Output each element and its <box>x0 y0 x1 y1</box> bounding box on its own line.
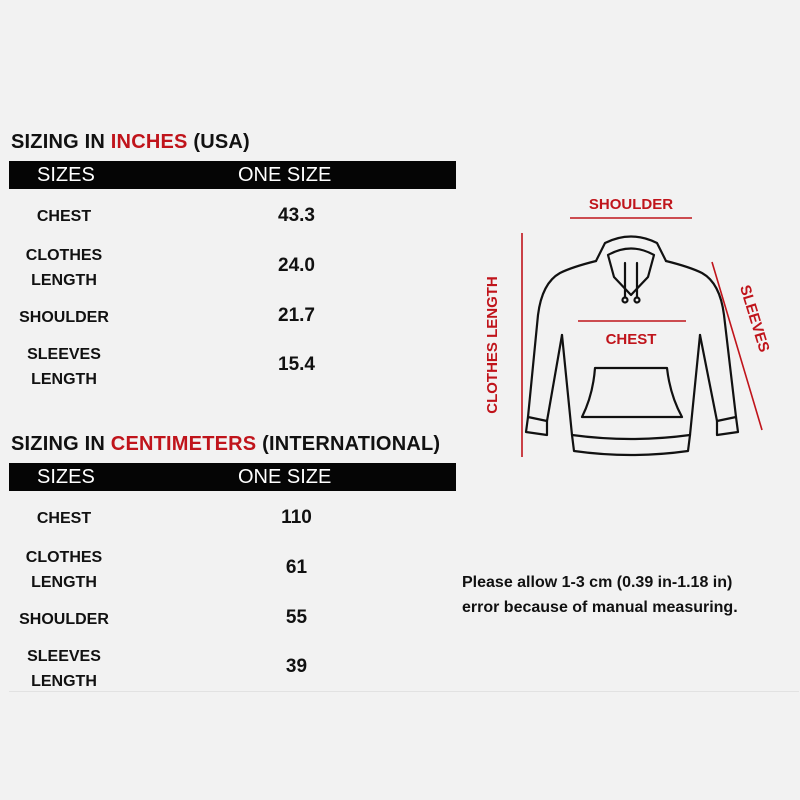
chest-label: CHEST <box>605 331 657 348</box>
table-row <box>9 491 456 541</box>
row-value: 110 <box>281 507 312 528</box>
centimeters-accent: CENTIMETERS <box>110 433 257 455</box>
row-label: CLOTHES LENGTH <box>25 247 103 289</box>
row-label: SHOULDER <box>19 309 109 326</box>
row-value: 39 <box>285 656 308 677</box>
row-label: CLOTHES LENGTH <box>25 549 103 591</box>
table-row <box>9 591 456 641</box>
row-label: SLEEVES LENGTH <box>27 648 101 690</box>
table-header <box>9 463 456 491</box>
sizes-header: SIZES <box>37 466 95 488</box>
table-header <box>9 161 456 189</box>
row-value: 55 <box>285 607 308 628</box>
inches-accent: INCHES <box>110 131 188 153</box>
clothes-length-label: CLOTHES LENGTH <box>484 276 501 414</box>
sizes-header: SIZES <box>37 164 95 186</box>
table-row <box>9 339 456 391</box>
table-row <box>9 541 456 591</box>
one-size-header: ONE SIZE <box>238 466 332 488</box>
inches-section-title: SIZING IN INCHES (USA) <box>11 131 250 153</box>
row-value: 24.0 <box>278 255 315 276</box>
row-label: CHEST <box>36 510 92 527</box>
row-label: SHOULDER <box>19 611 109 628</box>
row-value: 15.4 <box>278 354 315 375</box>
table-row <box>9 641 456 693</box>
row-value: 21.7 <box>278 305 315 326</box>
table-bottom-line <box>9 691 799 692</box>
shoulder-label: SHOULDER <box>588 196 674 213</box>
table-row <box>9 289 456 339</box>
row-value: 61 <box>285 557 308 578</box>
centimeters-size-table <box>9 463 456 693</box>
hoodie-diagram <box>460 185 790 470</box>
inches-size-table <box>9 161 456 391</box>
row-label: SLEEVES LENGTH <box>27 346 101 388</box>
one-size-header: ONE SIZE <box>238 164 332 186</box>
centimeters-section-title: SIZING IN CENTIMETERS (INTERNATIONAL) <box>11 433 441 455</box>
row-label: CHEST <box>36 208 92 225</box>
row-value: 43.3 <box>278 205 315 226</box>
table-row <box>9 189 456 239</box>
sleeves-label: SLEEVES <box>736 283 773 355</box>
table-row <box>9 239 456 289</box>
measurement-note: Please allow 1-3 cm (0.39 in-1.18 in) error because of manual measuring. <box>462 574 738 616</box>
